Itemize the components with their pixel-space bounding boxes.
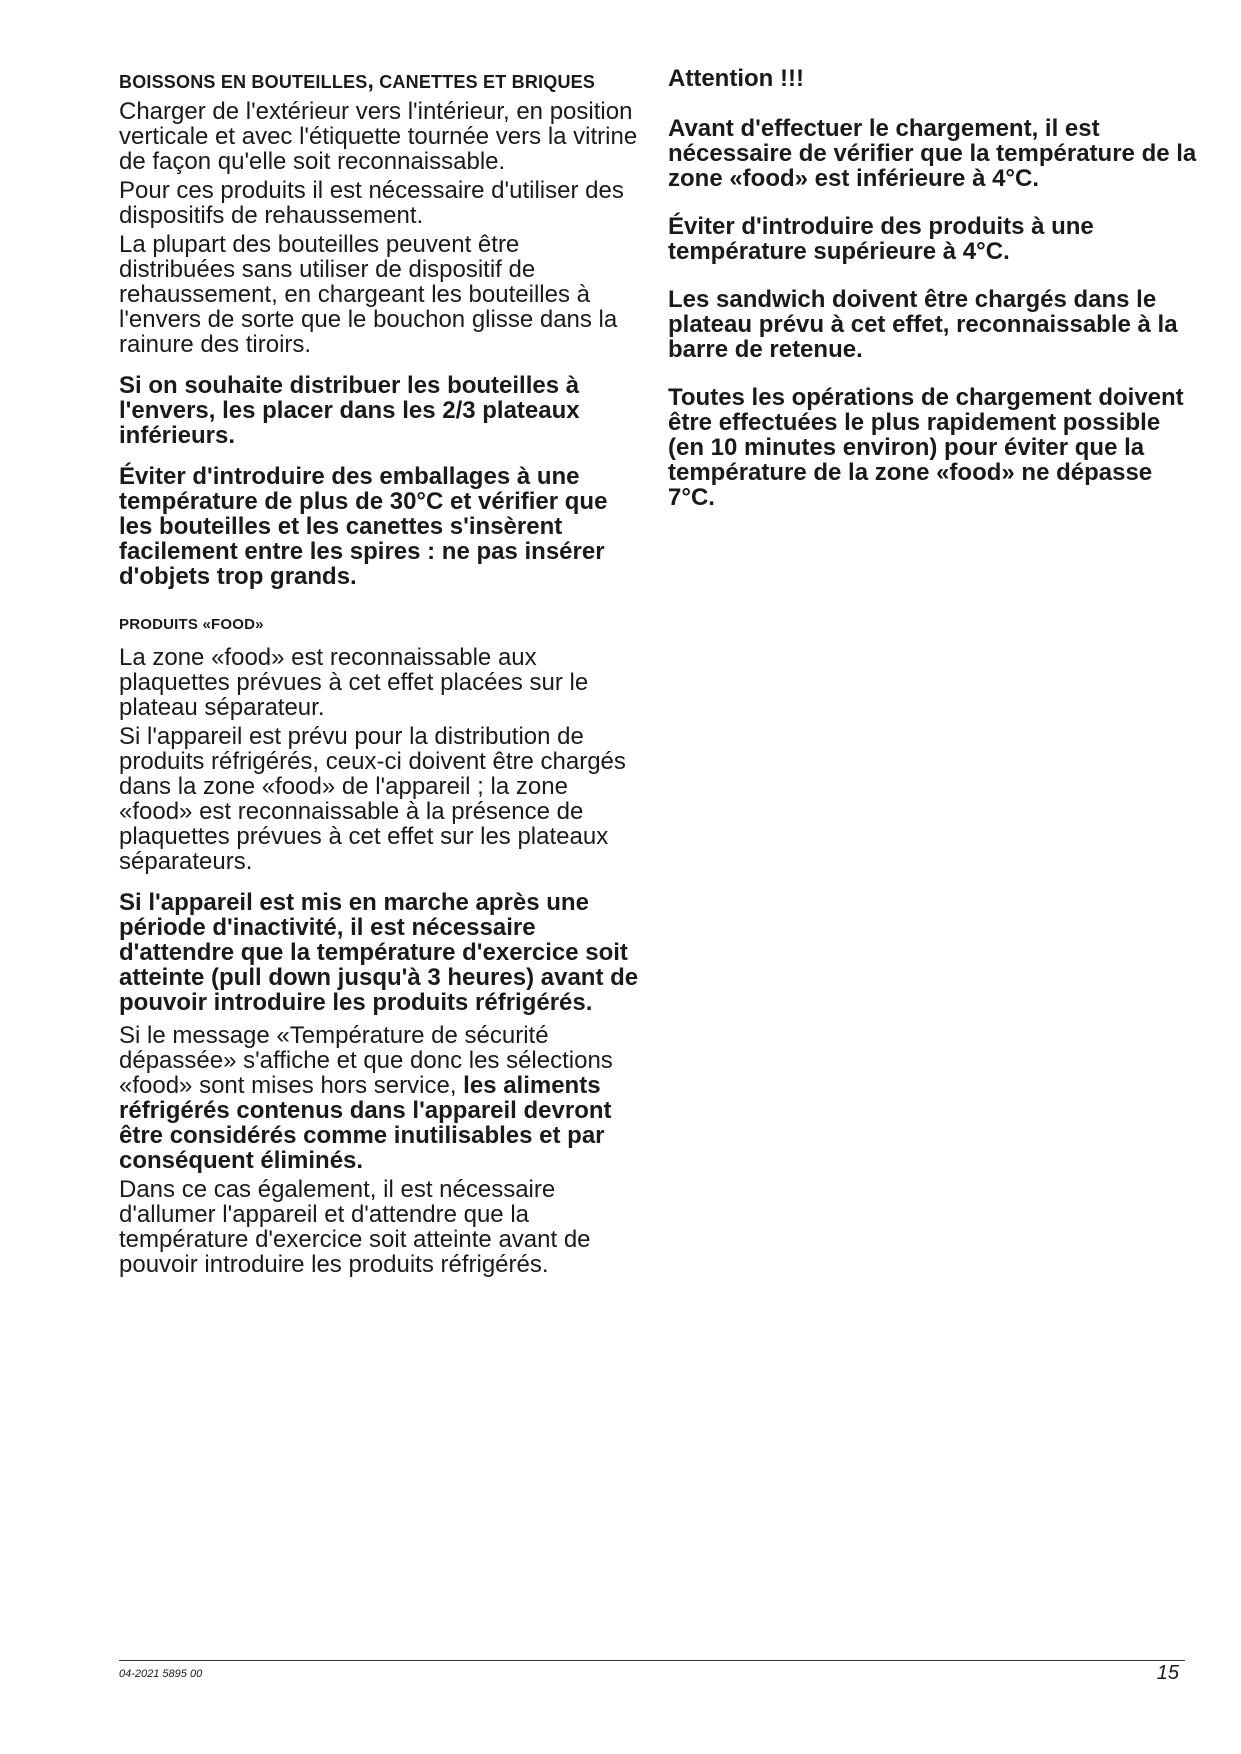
paragraph-food-zone: La zone «food» est reconnaissable aux plaquettes prévues à cet effet placées sur le plateau séparateur. xyxy=(119,644,589,721)
paragraph-restart: Dans ce cas également, il est nécessaire d'allumer l'appareil et d'attendre que la température d'exercice soit atteinte avant de pouvoir introduire les produits réfrigérés. xyxy=(119,1176,591,1278)
heading-comma: , xyxy=(367,67,375,93)
security-message-bold: les aliments réfrigérés contenus dans l'appareil devront être considérés comme inutilisables et par conséquent éliminés. xyxy=(119,1072,612,1174)
paragraph-bottles: La plupart des bouteilles peuvent être distribuées sans utiliser de dispositif de rehaussement, en chargeant les bouteilles à l'envers de sorte que le bouchon glisse dans la rainure des tiroirs. xyxy=(119,231,618,358)
left-column xyxy=(119,66,639,1281)
attention-heading: Attention !!! xyxy=(668,65,804,92)
section-heading-beverages xyxy=(119,66,639,97)
heading-part-2: CANETTES ET BRIQUES xyxy=(374,72,596,92)
footer-document-code: 04-2021 5895 00 xyxy=(119,1668,203,1680)
bold-paragraph-quick-loading: Toutes les opérations de chargement doivent être effectuées le plus rapidement possible (en 10 minutes environ) pour éviter que la température de la zone «food» ne dépasse 7°C. xyxy=(668,384,1184,511)
bold-paragraph-check-temp: Avant d'effectuer le chargement, il est nécessaire de vérifier que la température de la zone «food» est inférieure à 4°C. xyxy=(668,115,1197,192)
page-number: 15 xyxy=(1156,1662,1179,1684)
footer-divider xyxy=(119,1660,1185,1661)
bold-paragraph-avoid-temp: Éviter d'introduire des produits à une température supérieure à 4°C. xyxy=(668,213,1094,265)
heading-part-1: BOISSONS EN BOUTEILLES xyxy=(119,72,368,92)
paragraph-refrigerated: Si l'appareil est prévu pour la distribution de produits réfrigérés, ceux-ci doivent être chargés dans la zone «food» de l'appareil ; la zone «food» est reconnaissable à la présence de plaquettes prévues à cet effet sur les plateaux séparateurs. xyxy=(119,723,626,875)
bold-paragraph-packaging: Éviter d'introduire des emballages à une température de plus de 30°C et vérifier que les bouteilles et les canettes s'insèrent facilement entre les spires : ne pas insérer d'objets trop grands. xyxy=(119,463,608,590)
security-message-normal: Si le message «Température de sécurité dépassée» s'affiche et que donc les sélections «food» sont mises hors service, xyxy=(119,1022,613,1099)
bold-paragraph-pull-down: Si l'appareil est mis en marche après une période d'inactivité, il est nécessaire d'attendre que la température d'exercice soit atteinte (pull down jusqu'à 3 heures) avant de pouvoir introduire les produits réfrigérés. xyxy=(119,889,639,1016)
section-heading-food: PRODUITS «FOOD» xyxy=(119,616,264,633)
right-column xyxy=(668,66,1198,533)
bold-paragraph-upside-down: Si on souhaite distribuer les bouteilles à l'envers, les placer dans les 2/3 plateaux inférieurs. xyxy=(119,372,580,449)
paragraph-security-message xyxy=(119,1023,639,1173)
paragraph-loading: Charger de l'extérieur vers l'intérieur, en position verticale et avec l'étiquette tournée vers la vitrine de façon qu'elle soit reconnaissable. xyxy=(119,98,638,175)
paragraph-devices: Pour ces produits il est nécessaire d'utiliser des dispositifs de rehaussement. xyxy=(119,177,624,229)
bold-paragraph-sandwich: Les sandwich doivent être chargés dans le plateau prévu à cet effet, reconnaissable à la barre de retenue. xyxy=(668,286,1178,363)
